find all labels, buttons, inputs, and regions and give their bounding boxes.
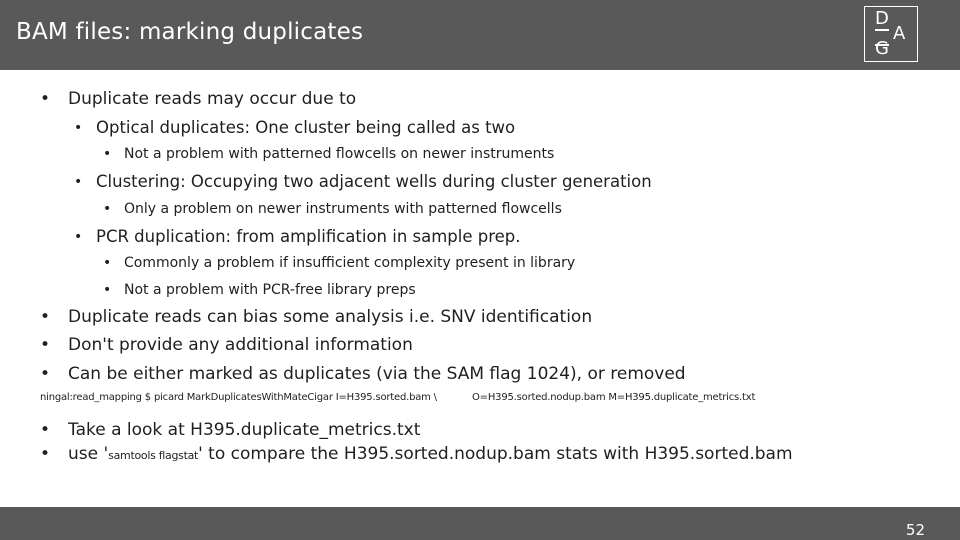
text-pre: use ' xyxy=(68,444,109,464)
command-line-part-1: ningal:read_mapping $ picard MarkDuplicatesWithMateCigar I=H395.sorted.bam \ xyxy=(40,392,437,403)
bullet-icon: • xyxy=(74,174,83,190)
footer-bar xyxy=(0,507,960,540)
sub-sub-bullet-text: Only a problem on newer instruments with patterned flowcells xyxy=(124,201,562,217)
bullet-text xyxy=(68,444,793,464)
logo-bar xyxy=(875,29,889,31)
bullet-icon: • xyxy=(40,335,51,355)
bullet-icon: • xyxy=(40,89,51,109)
sub-sub-bullet-text: Commonly a problem if insufficient complexity present in library xyxy=(124,255,576,271)
bullet-icon: • xyxy=(74,120,83,136)
bullet-text: Duplicate reads may occur due to xyxy=(68,89,357,109)
dag-logo xyxy=(864,6,918,62)
bullet-icon: • xyxy=(103,201,112,217)
bullet-icon: • xyxy=(74,229,83,245)
bullet-icon: • xyxy=(103,255,112,271)
bullet-icon: • xyxy=(103,146,112,162)
slide-title: BAM files: marking duplicates xyxy=(16,19,364,45)
bullet-icon: • xyxy=(40,364,51,384)
logo-letter-d: D xyxy=(875,8,889,29)
bullet-text: Take a look at H395.duplicate_metrics.txt xyxy=(68,420,421,440)
bullet-icon: • xyxy=(40,307,51,327)
bullet-text: Don't provide any additional information xyxy=(68,335,413,355)
text-post: ' to compare the H395.sorted.nodup.bam stats with H395.sorted.bam xyxy=(198,444,793,464)
page-number: 52 xyxy=(905,521,925,539)
logo-letter-g: G xyxy=(875,38,889,59)
sub-bullet-text: Clustering: Occupying two adjacent wells during cluster generation xyxy=(96,172,652,191)
bullet-icon: • xyxy=(40,420,51,440)
sub-bullet-text: PCR duplication: from amplification in sample prep. xyxy=(96,227,521,246)
header-bar xyxy=(0,0,960,70)
inline-command: samtools flagstat xyxy=(108,449,199,462)
sub-sub-bullet-text: Not a problem with PCR-free library preps xyxy=(124,282,416,298)
sub-bullet-text: Optical duplicates: One cluster being called as two xyxy=(96,118,516,137)
bullet-text: Duplicate reads can bias some analysis i.e. SNV identification xyxy=(68,307,593,327)
sub-sub-bullet-text: Not a problem with patterned flowcells on newer instruments xyxy=(124,146,555,162)
logo-letter-a: A xyxy=(893,23,906,44)
bullet-icon: • xyxy=(103,282,112,298)
command-line-part-2: O=H395.sorted.nodup.bam M=H395.duplicate_metrics.txt xyxy=(472,392,756,403)
bullet-text: Can be either marked as duplicates (via the SAM flag 1024), or removed xyxy=(68,364,686,384)
bullet-icon: • xyxy=(40,444,51,464)
